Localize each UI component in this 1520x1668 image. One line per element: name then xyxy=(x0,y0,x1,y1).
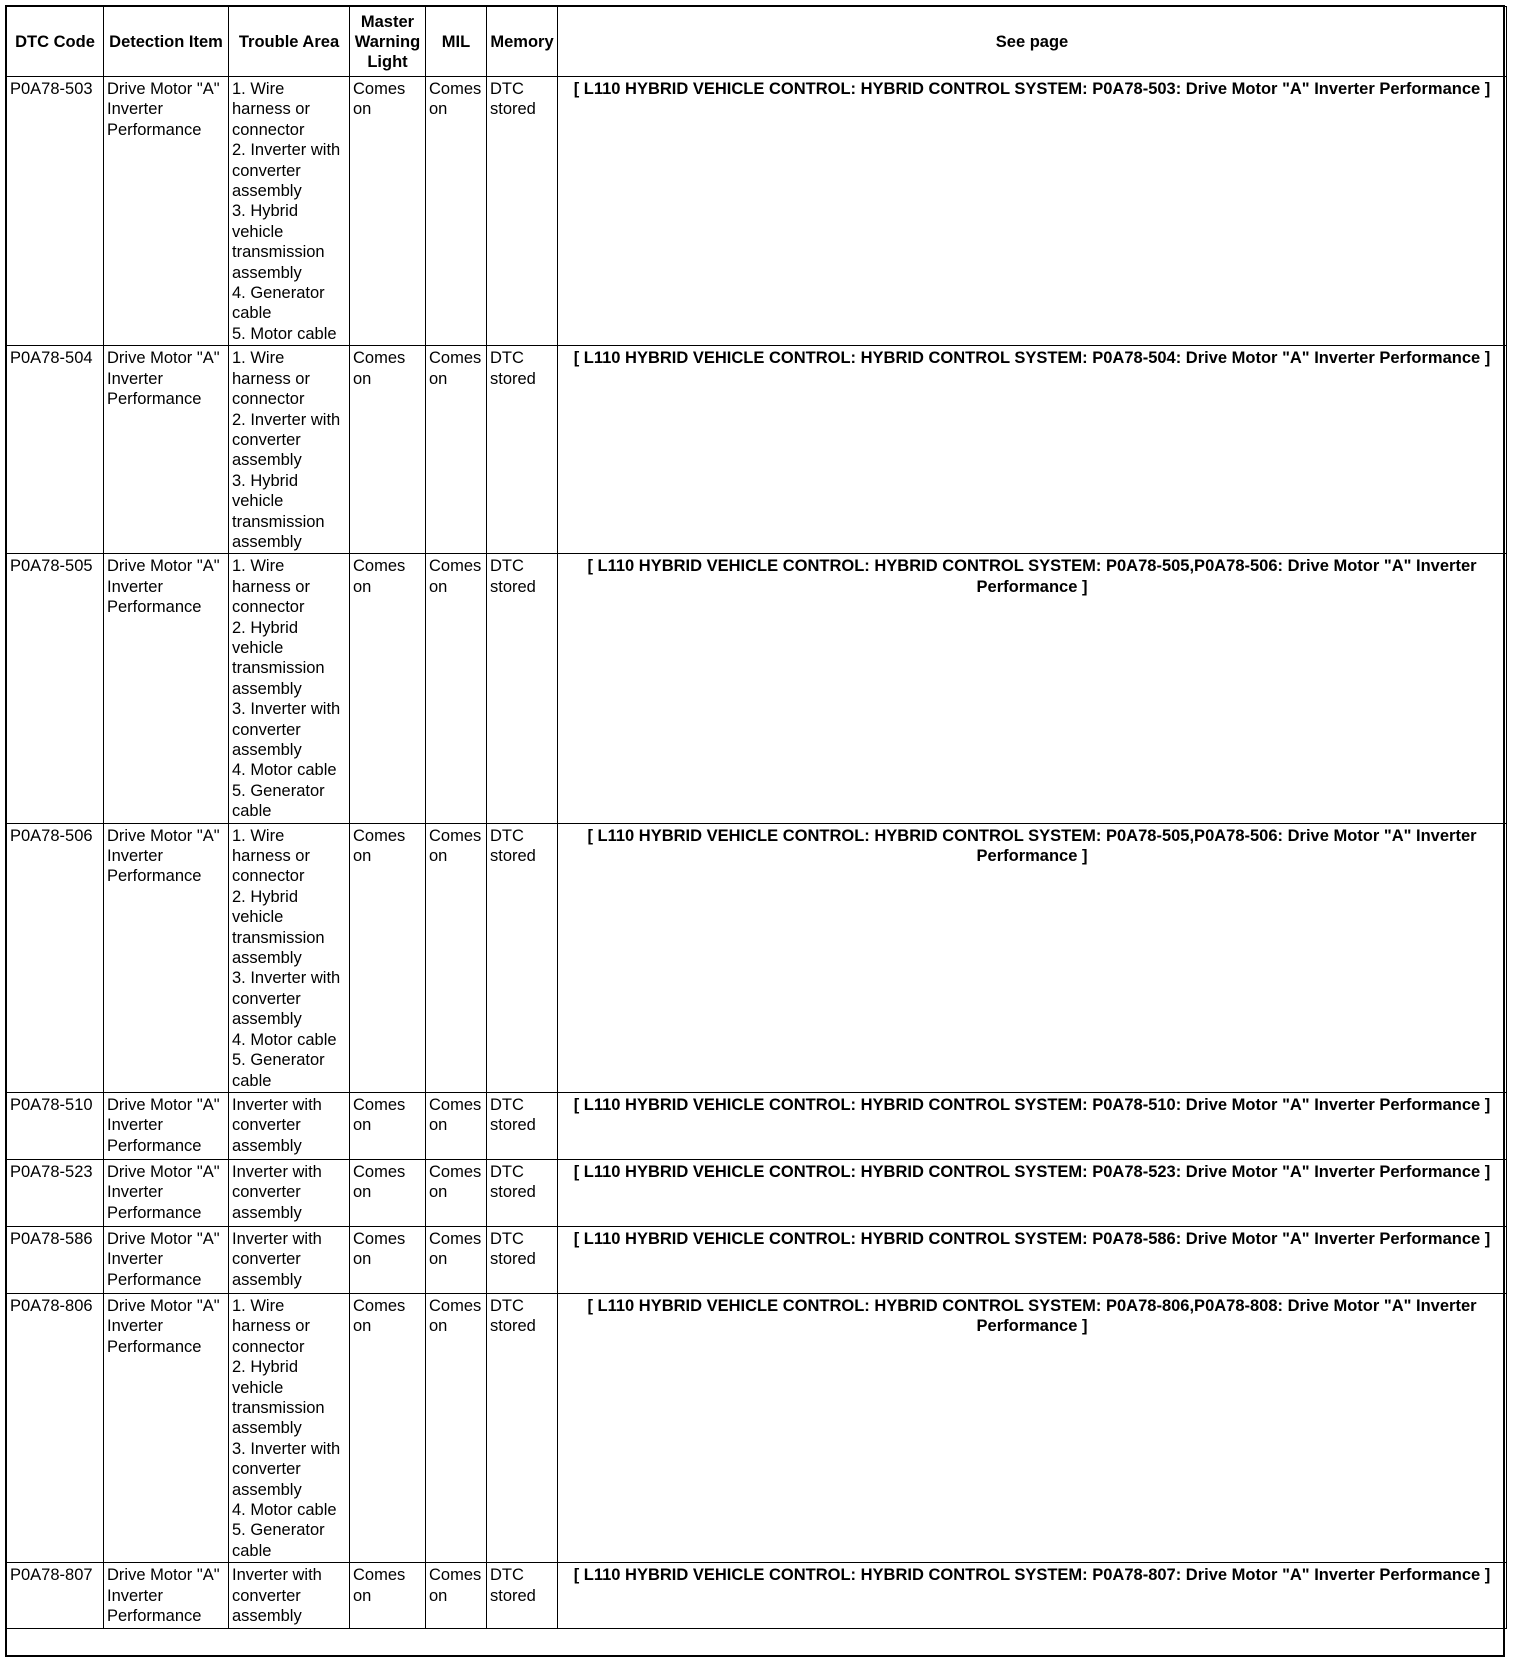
trouble-area-item: 3. Inverter with converter assembly xyxy=(232,1439,341,1499)
detection-item-cell: Drive Motor "A" Inverter Performance xyxy=(104,1159,229,1226)
master-warning-light-cell: Comes on xyxy=(350,823,426,1092)
detection-item-cell: Drive Motor "A" Inverter Performance xyxy=(104,1092,229,1159)
master-warning-light-cell: Comes on xyxy=(350,1563,426,1629)
dtc-code-cell: P0A78-505 xyxy=(7,554,104,823)
memory-cell: DTC stored xyxy=(487,1226,558,1293)
see-page-link[interactable]: [ L110 HYBRID VEHICLE CONTROL: HYBRID CONTROL SYSTEM: P0A78-504: Drive Motor "A" Inverter Performance ] xyxy=(558,346,1507,554)
mil-cell: Comes on xyxy=(426,554,487,823)
trouble-area-item: 5. Motor cable xyxy=(232,324,337,343)
header-master-warning-light: Master Warning Light xyxy=(350,7,426,77)
trouble-area-item: 2. Hybrid vehicle transmission assembly xyxy=(232,618,325,698)
table-row xyxy=(7,346,1507,554)
trouble-area-item: 3. Hybrid vehicle transmission assembly xyxy=(232,471,325,551)
table-row xyxy=(7,1563,1507,1629)
mil-cell: Comes on xyxy=(426,1293,487,1562)
trouble-area-cell xyxy=(229,346,350,554)
trouble-area-cell xyxy=(229,1159,350,1226)
see-page-link[interactable]: [ L110 HYBRID VEHICLE CONTROL: HYBRID CONTROL SYSTEM: P0A78-806,P0A78-808: Drive Motor "A" Inverter Performance ] xyxy=(558,1293,1507,1562)
memory-cell: DTC stored xyxy=(487,823,558,1092)
see-page-link[interactable]: [ L110 HYBRID VEHICLE CONTROL: HYBRID CONTROL SYSTEM: P0A78-505,P0A78-506: Drive Motor "A" Inverter Performance ] xyxy=(558,823,1507,1092)
dtc-code-cell: P0A78-506 xyxy=(7,823,104,1092)
trouble-area-cell xyxy=(229,554,350,823)
detection-item-cell: Drive Motor "A" Inverter Performance xyxy=(104,1293,229,1562)
detection-item-cell: Drive Motor "A" Inverter Performance xyxy=(104,823,229,1092)
master-warning-light-cell: Comes on xyxy=(350,1226,426,1293)
trouble-area-item: 4. Motor cable xyxy=(232,1500,337,1519)
master-warning-light-cell: Comes on xyxy=(350,1159,426,1226)
table-row xyxy=(7,1226,1507,1293)
mil-cell: Comes on xyxy=(426,1092,487,1159)
memory-cell: DTC stored xyxy=(487,77,558,346)
trouble-area-item: 1. Wire harness or connector xyxy=(232,557,310,617)
trouble-area-item: 5. Generator cable xyxy=(232,1051,325,1090)
trouble-area-item: Inverter with converter assembly xyxy=(232,1162,322,1222)
trouble-area-item: 5. Generator cable xyxy=(232,781,325,821)
dtc-code-cell: P0A78-586 xyxy=(7,1226,104,1293)
mil-cell: Comes on xyxy=(426,346,487,554)
trouble-area-item: 3. Inverter with converter assembly xyxy=(232,969,341,1029)
mil-cell: Comes on xyxy=(426,1563,487,1629)
header-dtc-code: DTC Code xyxy=(7,7,104,77)
dtc-code-cell: P0A78-510 xyxy=(7,1092,104,1159)
trouble-area-item: Inverter with converter assembly xyxy=(232,1229,322,1289)
trouble-area-item: 2. Hybrid vehicle transmission assembly xyxy=(232,887,325,968)
header-mil: MIL xyxy=(426,7,487,77)
trouble-area-item: 3. Inverter with converter assembly xyxy=(232,700,341,759)
dtc-code-cell: P0A78-503 xyxy=(7,77,104,346)
trouble-area-item: 2. Inverter with converter assembly xyxy=(232,141,341,201)
dtc-code-cell: P0A78-504 xyxy=(7,346,104,554)
trouble-area-item: Inverter with converter assembly xyxy=(232,1095,322,1155)
detection-item-cell: Drive Motor "A" Inverter Performance xyxy=(104,1226,229,1293)
memory-cell: DTC stored xyxy=(487,1563,558,1629)
mil-cell: Comes on xyxy=(426,823,487,1092)
mil-cell: Comes on xyxy=(426,77,487,346)
see-page-link[interactable]: [ L110 HYBRID VEHICLE CONTROL: HYBRID CONTROL SYSTEM: P0A78-510: Drive Motor "A" Inverter Performance ] xyxy=(558,1092,1507,1159)
dtc-table-header xyxy=(7,7,1507,77)
trouble-area-item: 1. Wire harness or connector xyxy=(232,349,310,409)
trouble-area-cell xyxy=(229,1293,350,1562)
trouble-area-item: 3. Hybrid vehicle transmission assembly xyxy=(232,202,325,282)
trouble-area-item: 1. Wire harness or connector xyxy=(232,1296,310,1356)
table-row xyxy=(7,823,1507,1092)
trouble-area-cell xyxy=(229,77,350,346)
header-see-page: See page xyxy=(558,7,1507,77)
detection-item-cell: Drive Motor "A" Inverter Performance xyxy=(104,1563,229,1629)
master-warning-light-cell: Comes on xyxy=(350,346,426,554)
table-row xyxy=(7,1159,1507,1226)
see-page-link[interactable]: [ L110 HYBRID VEHICLE CONTROL: HYBRID CONTROL SYSTEM: P0A78-586: Drive Motor "A" Inverter Performance ] xyxy=(558,1226,1507,1293)
dtc-code-cell: P0A78-807 xyxy=(7,1563,104,1629)
memory-cell: DTC stored xyxy=(487,554,558,823)
trouble-area-item: 5. Generator cable xyxy=(232,1521,325,1560)
master-warning-light-cell: Comes on xyxy=(350,554,426,823)
trouble-area-item: 2. Hybrid vehicle transmission assembly xyxy=(232,1358,325,1438)
trouble-area-item: 4. Motor cable xyxy=(232,1030,337,1049)
trouble-area-cell xyxy=(229,1563,350,1629)
table-row xyxy=(7,554,1507,823)
memory-cell: DTC stored xyxy=(487,1293,558,1562)
memory-cell: DTC stored xyxy=(487,1092,558,1159)
trouble-area-item: 4. Generator cable xyxy=(232,284,325,323)
master-warning-light-cell: Comes on xyxy=(350,1293,426,1562)
trouble-area-item: 1. Wire harness or connector xyxy=(232,80,310,139)
memory-cell: DTC stored xyxy=(487,1159,558,1226)
trouble-area-item: Inverter with converter assembly xyxy=(232,1566,322,1625)
trouble-area-item: 2. Inverter with converter assembly xyxy=(232,410,341,470)
dtc-code-cell: P0A78-523 xyxy=(7,1159,104,1226)
master-warning-light-cell: Comes on xyxy=(350,1092,426,1159)
dtc-table-body xyxy=(7,77,1507,1629)
trouble-area-item: 1. Wire harness or connector xyxy=(232,826,310,886)
header-trouble-area: Trouble Area xyxy=(229,7,350,77)
see-page-link[interactable]: [ L110 HYBRID VEHICLE CONTROL: HYBRID CONTROL SYSTEM: P0A78-503: Drive Motor "A" Inverter Performance ] xyxy=(558,77,1507,346)
dtc-code-cell: P0A78-806 xyxy=(7,1293,104,1562)
table-row xyxy=(7,1293,1507,1562)
mil-cell: Comes on xyxy=(426,1226,487,1293)
see-page-link[interactable]: [ L110 HYBRID VEHICLE CONTROL: HYBRID CONTROL SYSTEM: P0A78-505,P0A78-506: Drive Motor "A" Inverter Performance ] xyxy=(558,554,1507,823)
trouble-area-cell xyxy=(229,1092,350,1159)
detection-item-cell: Drive Motor "A" Inverter Performance xyxy=(104,554,229,823)
trouble-area-item: 4. Motor cable xyxy=(232,761,337,780)
mil-cell: Comes on xyxy=(426,1159,487,1226)
master-warning-light-cell: Comes on xyxy=(350,77,426,346)
dtc-table xyxy=(6,6,1507,1629)
detection-item-cell: Drive Motor "A" Inverter Performance xyxy=(104,346,229,554)
see-page-link[interactable]: [ L110 HYBRID VEHICLE CONTROL: HYBRID CONTROL SYSTEM: P0A78-523: Drive Motor "A" Inverter Performance ] xyxy=(558,1159,1507,1226)
header-detection-item: Detection Item xyxy=(104,7,229,77)
trouble-area-cell xyxy=(229,823,350,1092)
table-row xyxy=(7,1092,1507,1159)
see-page-link[interactable]: [ L110 HYBRID VEHICLE CONTROL: HYBRID CONTROL SYSTEM: P0A78-807: Drive Motor "A" Inverter Performance ] xyxy=(558,1563,1507,1629)
trouble-area-cell xyxy=(229,1226,350,1293)
memory-cell: DTC stored xyxy=(487,346,558,554)
table-row xyxy=(7,77,1507,346)
detection-item-cell: Drive Motor "A" Inverter Performance xyxy=(104,77,229,346)
header-memory: Memory xyxy=(487,7,558,77)
header-row xyxy=(7,7,1507,77)
